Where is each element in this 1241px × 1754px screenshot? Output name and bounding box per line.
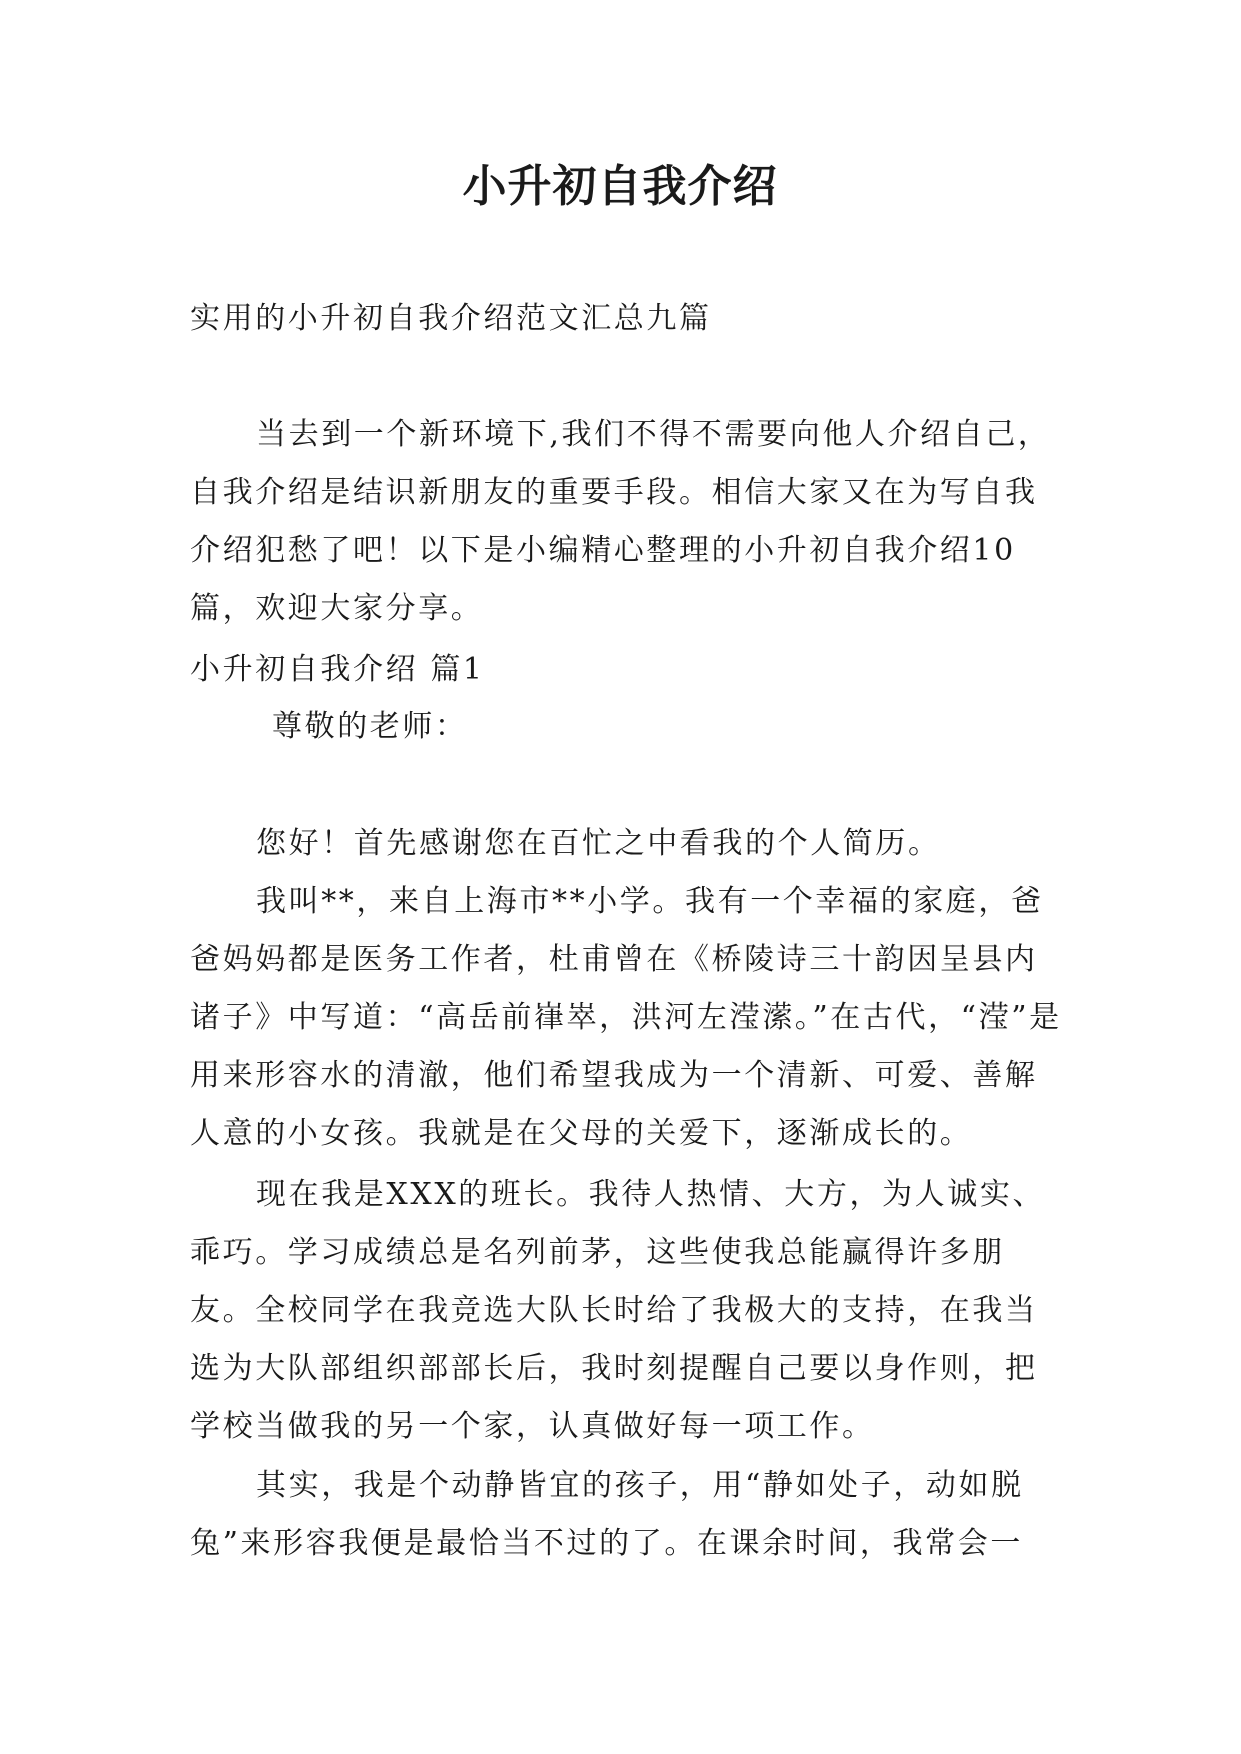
intro-paragraph: 当去到一个新环境下,我们不得不需要向他人介绍自己，自我介绍是结识新朋友的重要手段。相信大家又在为写自我介绍犯愁了吧！以下是小编精心整理的小升初自我介绍10篇，欢迎大家分享。	[190, 417, 1051, 626]
body-paragraph: 您好！首先感谢您在百忙之中看我的个人简历。	[256, 826, 941, 861]
greeting-line: 尊敬的老师：	[272, 709, 468, 744]
body-paragraph: 现在我是XXX的班长。我待人热情、大方，为人诚实、乖巧。学习成绩总是名列前茅，这些使我总能赢得许多朋友。全校同学在我竞选大队长时给了我极大的支持，在我当选为大队部组织部部长后，我时刻提醒自己要以身作则，把学校当做我的另一个家，认真做好每一项工作。	[190, 1177, 1046, 1444]
body-paragraph: 其实，我是个动静皆宜的孩子，用“静如处子，动如脱兔”来形容我便是最恰当不过的了。在课余时间，我常会一	[190, 1468, 1024, 1561]
section-heading: 小升初自我介绍 篇1	[190, 652, 485, 687]
document-title: 小升初自我介绍	[462, 161, 778, 212]
body-paragraph: 我叫**，来自上海市**小学。我有一个幸福的家庭，爸爸妈妈都是医务工作者，杜甫曾在《桥陵诗三十韵因呈县内诸子》中写道：“高岳前嵂崒，洪河左滢潆。”在古代，“滢”是用来形容水的清澈，他们希望我成为一个清新、可爱、善解人意的小女孩。我就是在父母的关爱下，逐渐成长的。	[190, 884, 1062, 1151]
document-subtitle: 实用的小升初自我介绍范文汇总九篇	[190, 301, 712, 336]
